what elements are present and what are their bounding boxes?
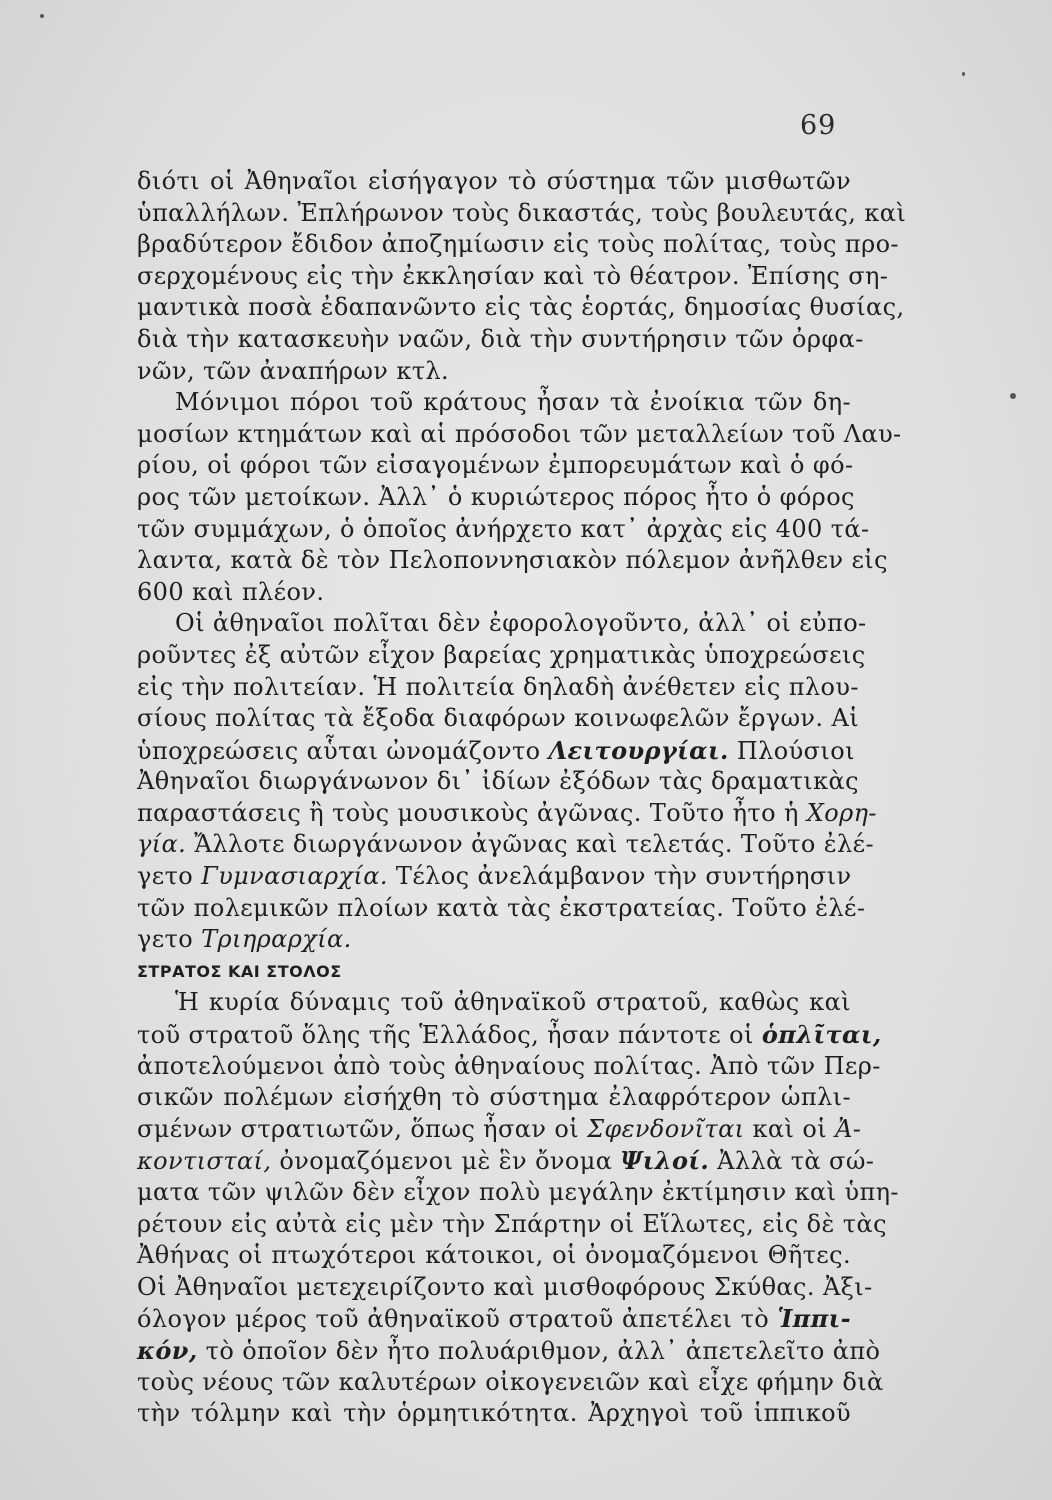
text-line: [137, 292, 905, 324]
text-line: [137, 450, 854, 482]
text-line: [137, 1177, 899, 1209]
text-line: [137, 198, 907, 230]
section-heading: ΣΤΡΑΤΟΣ ΚΑΙ ΣΤΟΛΟΣ: [137, 961, 342, 981]
text-segment: σικῶν πολέμων εἰσήχθη τὸ σύστημα ἐλαφρότερον ὡπλι-: [137, 1083, 851, 1112]
print-speck: [1010, 393, 1016, 399]
text-segment: ροῦντες ἐξ αὐτῶν εἶχον βαρείας χρηματικὰς ὑποχρεώσεις: [137, 640, 866, 669]
text-segment: μαντικὰ ποσὰ ἐδαπανῶντο εἰς τὰς ἑορτάς, δημοσίας θυσίας,: [137, 293, 905, 322]
text-line: [137, 324, 864, 356]
text-segment: γετο: [137, 925, 202, 954]
text-line: [137, 1019, 882, 1051]
text-line: [137, 703, 860, 735]
text-line: [137, 1209, 887, 1241]
text-line: [137, 1051, 881, 1083]
text-line: [137, 482, 855, 514]
text-line: [137, 1114, 862, 1146]
text-segment: Ἀθηναῖοι διωργάνωνον δι᾽ ἰδίων ἐξόδων τὰς δραματικὰς: [137, 767, 859, 796]
text-line: [137, 608, 867, 640]
text-line: [137, 1303, 851, 1335]
text-line: [137, 229, 899, 261]
text-segment: εἰς τὴν πολιτείαν. Ἡ πολιτεία δηλαδὴ ἀνέθετεν εἰς πλου-: [137, 672, 859, 701]
emphasized-term: γία.: [137, 830, 187, 859]
text-segment: Ἄλλοτε διωργάνωνον ἀγῶνας καὶ τελετάς. Τοῦτο ἐλέ-: [186, 830, 874, 859]
text-segment: ρος τῶν μετοίκων. Ἀλλ᾽ ὁ κυριώτερος πόρος ἦτο ὁ φόρος: [137, 482, 855, 511]
emphasized-term: Τριηραρχία.: [201, 925, 352, 954]
text-line: [137, 387, 851, 419]
text-segment: ρίου, οἱ φόροι τῶν εἰσαγομένων ἐμπορευμάτων καὶ ὁ φό-: [137, 451, 854, 480]
text-segment: 600 καὶ πλέον.: [137, 577, 325, 606]
text-segment: ὀνομαζόμενοι μὲ ἓν ὄνομα: [271, 1147, 621, 1176]
emphasized-term: Χορη-: [806, 798, 877, 827]
text-line: [137, 798, 877, 830]
text-segment: Πλούσιοι: [728, 736, 855, 765]
print-speck: [40, 14, 44, 18]
text-line: [137, 766, 859, 798]
text-segment: μοσίων κτημάτων καὶ αἱ πρόσοδοι τῶν μεταλλείων τοῦ Λαυ-: [137, 419, 902, 448]
text-segment: τοῦ στρατοῦ ὅλης τῆς Ἑλλάδος, ἦσαν πάντοτε οἱ: [137, 1021, 762, 1050]
text-line: [137, 924, 851, 956]
text-segment: διότι οἱ Ἀθηναῖοι εἰσήγαγον τὸ σύστημα τῶν μισθωτῶν: [137, 167, 851, 195]
text-segment: ματα τῶν ψιλῶν δὲν εἶχον πολὺ μεγάλην ἐκτίμησιν καὶ ὑπη-: [137, 1178, 899, 1206]
text-segment: ὑποχρεώσεις αὗται ὠνομάζοντο: [137, 736, 549, 765]
text-line: [137, 861, 851, 893]
text-segment: Οἱ Ἀθηναῖοι μετεχειρίζοντο καὶ μισθοφόρους Σκύθας. Ἀξι-: [137, 1272, 873, 1301]
text-line: [137, 640, 866, 672]
text-line: [137, 356, 851, 388]
text-segment: Τέλος ἀνελάμβανον τὴν συντήρησιν: [387, 862, 852, 891]
text-line: [137, 1367, 884, 1399]
text-segment: τὸ ὁποῖον δὲν ἦτο πολυάριθμον, ἀλλ᾽ ἀπετελεῖτο ἀπὸ: [197, 1336, 881, 1365]
text-line: [137, 514, 870, 546]
text-segment: ἀποτελούμενοι ἀπὸ τοὺς ἀθηναίους πολίτας. Ἀπὸ τῶν Περ-: [137, 1051, 881, 1080]
text-segment: σίους πολίτας τὰ ἔξοδα διαφόρων κοινωφελῶν ἔργων. Αἱ: [137, 704, 860, 733]
emphasized-term: Λειτουργίαι.: [548, 735, 729, 765]
text-segment: λαντα, κατὰ δὲ τὸν Πελοποννησιακὸν πόλεμον ἀνῆλθεν εἰς: [137, 546, 888, 575]
text-line: [137, 166, 851, 198]
text-line: [137, 1335, 881, 1367]
text-segment: καὶ οἱ: [744, 1114, 836, 1143]
emphasized-term: Ἀ-: [835, 1114, 862, 1143]
emphasized-term: Ψιλοί.: [620, 1146, 710, 1176]
text-body: [137, 166, 907, 1430]
text-line: [137, 1240, 851, 1272]
print-speck: [962, 72, 965, 76]
text-segment: Οἱ ἀθηναῖοι πολῖται δὲν ἐφορολογοῦντο, ἀλλ᾽ οἱ εὐπο-: [175, 609, 867, 638]
page-number: 69: [800, 110, 837, 141]
text-line: [137, 987, 851, 1019]
text-line: [137, 261, 889, 293]
text-segment: Ἀθήνας οἱ πτωχότεροι κάτοικοι, οἱ ὀνομαζόμενοι Θῆτες.: [137, 1241, 851, 1270]
text-segment: Ἡ κυρία δύναμις τοῦ ἀθηναϊκοῦ στρατοῦ, καθὼς καὶ: [175, 988, 851, 1017]
text-line: [137, 672, 859, 704]
text-line: [137, 1082, 851, 1114]
text-line: [137, 893, 866, 925]
emphasized-term: ὁπλῖται,: [761, 1020, 882, 1050]
text-line: [137, 735, 855, 767]
emphasized-term: κοντισταί,: [137, 1147, 272, 1176]
text-line: [137, 1145, 875, 1177]
emphasized-term: κόν,: [137, 1335, 198, 1365]
text-segment: γετο: [137, 862, 202, 891]
text-line: [137, 829, 874, 861]
text-segment: σμένων στρατιωτῶν, ὅπως ἦσαν οἱ: [137, 1114, 588, 1143]
text-line: [137, 419, 902, 451]
emphasized-term: Ἱππι-: [777, 1304, 851, 1334]
text-segment: τὴν τόλμην καὶ τὴν ὁρμητικότητα. Ἀρχηγοὶ τοῦ ἱππικοῦ: [137, 1399, 851, 1428]
text-line: [137, 545, 888, 577]
emphasized-term: Γυμνασιαρχία.: [201, 862, 388, 891]
text-segment: Ἀλλὰ τὰ σώ-: [709, 1147, 875, 1176]
text-segment: βραδύτερον ἔδιδον ἀποζημίωσιν εἰς τοὺς πολίτας, τοὺς προ-: [137, 230, 899, 259]
emphasized-term: Σφενδονῖται: [587, 1114, 745, 1143]
text-segment: ρέτουν εἰς αὐτὰ εἰς μὲν τὴν Σπάρτην οἱ Εἵλωτες, εἰς δὲ τὰς: [137, 1209, 887, 1238]
text-segment: παραστάσεις ἢ τοὺς μουσικοὺς ἀγῶνας. Τοῦτο ἦτο ἡ: [137, 798, 807, 827]
text-line: [137, 1398, 851, 1430]
text-segment: Μόνιμοι πόροι τοῦ κράτους ἦσαν τὰ ἐνοίκια τῶν δη-: [175, 388, 851, 417]
text-segment: όλογον μέρος τοῦ ἀθηναϊκοῦ στρατοῦ ἀπετέλει τὸ: [137, 1305, 778, 1334]
text-line: [137, 577, 851, 609]
text-segment: νῶν, τῶν ἀναπήρων κτλ.: [137, 356, 450, 385]
text-segment: διὰ τὴν κατασκευὴν ναῶν, διὰ τὴν συντήρησιν τῶν ὀρφα-: [137, 324, 864, 353]
text-line: [137, 1272, 873, 1304]
text-segment: τοὺς νέους τῶν καλυτέρων οἰκογενειῶν καὶ εἶχε φήμην διὰ: [137, 1367, 884, 1396]
text-segment: ὑπαλλήλων. Ἐπλήρωνον τοὺς δικαστάς, τοὺς βουλευτάς, καὶ: [137, 198, 907, 227]
text-segment: σερχομένους εἰς τὴν ἐκκλησίαν καὶ τὸ θέατρον. Ἐπίσης ση-: [137, 261, 889, 290]
text-segment: τῶν συμμάχων, ὁ ὁποῖος ἀνήρχετο κατ᾽ ἀρχὰς εἰς 400 τά-: [137, 514, 870, 543]
text-segment: τῶν πολεμικῶν πλοίων κατὰ τὰς ἐκστρατείας. Τοῦτο ἐλέ-: [137, 893, 866, 922]
